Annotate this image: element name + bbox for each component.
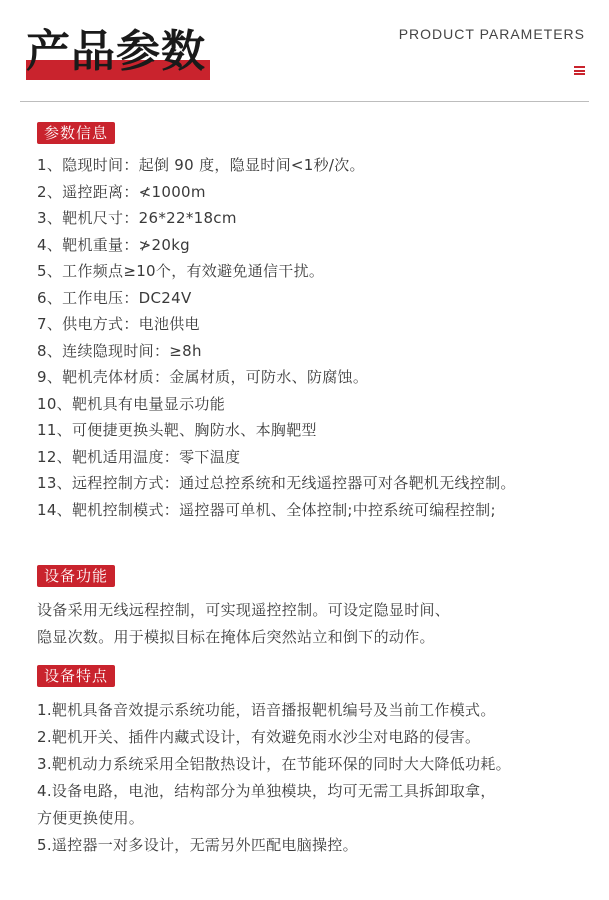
feature-line: 方便更换使用。	[37, 809, 145, 827]
param-item: 8、连续隐现时间：≥8h	[37, 341, 202, 360]
menu-icon[interactable]	[574, 66, 585, 75]
title-block	[26, 26, 206, 78]
page-header	[0, 0, 609, 105]
feature-line: 5.遥控器一对多设计，无需另外匹配电脑操控。	[37, 836, 358, 854]
feature-line: 2.靶机开关、插件内藏式设计，有效避免雨水沙尘对电路的侵害。	[37, 728, 481, 746]
feature-line: 4.设备电路，电池，结构部分为单独模块，均可无需工具拆卸取拿，	[37, 782, 496, 800]
param-item: 4、靶机重量：≯20kg	[37, 235, 191, 254]
function-line: 设备采用无线远程控制，可实现遥控控制。可设定隐显时间、	[37, 601, 451, 619]
param-item: 9、靶机壳体材质：金属材质，可防水、防腐蚀。	[37, 368, 369, 386]
feature-line: 3.靶机动力系统采用全铝散热设计，在节能环保的同时大大降低功耗。	[37, 755, 511, 773]
header-divider	[20, 101, 589, 102]
param-item: 6、工作电压：DC24V	[37, 288, 192, 307]
param-item: 7、供电方式：电池供电	[37, 315, 200, 333]
param-item: 14、靶机控制模式：遥控器可单机、全体控制;中控系统可编程控制;	[37, 500, 496, 519]
param-item: 12、靶机适用温度：零下温度	[37, 447, 241, 466]
param-item: 2、遥控距离：≮1000m	[37, 182, 206, 201]
page-subtitle: PRODUCT PARAMETERS	[398, 26, 585, 42]
param-item: 3、靶机尺寸：26*22*18cm	[37, 209, 237, 227]
function-description	[37, 597, 597, 651]
param-item: 13、远程控制方式：通过总控系统和无线遥控器可对各靶机无线控制。	[37, 474, 516, 492]
param-item: 1、隐现时间：起倒 90 度，隐显时间<1秒/次。	[37, 156, 365, 174]
params-section	[37, 122, 597, 523]
param-item: 5、工作频点≥10个，有效避免通信干扰。	[37, 262, 325, 280]
features-section	[37, 665, 597, 859]
feature-line: 1.靶机具备音效提示系统功能，语音播报靶机编号及当前工作模式。	[37, 701, 496, 719]
params-list	[37, 152, 597, 523]
function-badge: 设备功能	[37, 565, 115, 587]
param-item: 10、靶机具有电量显示功能	[37, 394, 225, 413]
page-title: 产品参数	[26, 26, 206, 77]
function-line: 隐显次数。用于模拟目标在掩体后突然站立和倒下的动作。	[37, 628, 435, 646]
param-item: 11、可便捷更换头靶、胸防水、本胸靶型	[37, 421, 317, 439]
params-badge: 参数信息	[37, 122, 115, 144]
features-badge: 设备特点	[37, 665, 115, 687]
features-list	[37, 697, 597, 859]
function-section	[37, 565, 597, 651]
